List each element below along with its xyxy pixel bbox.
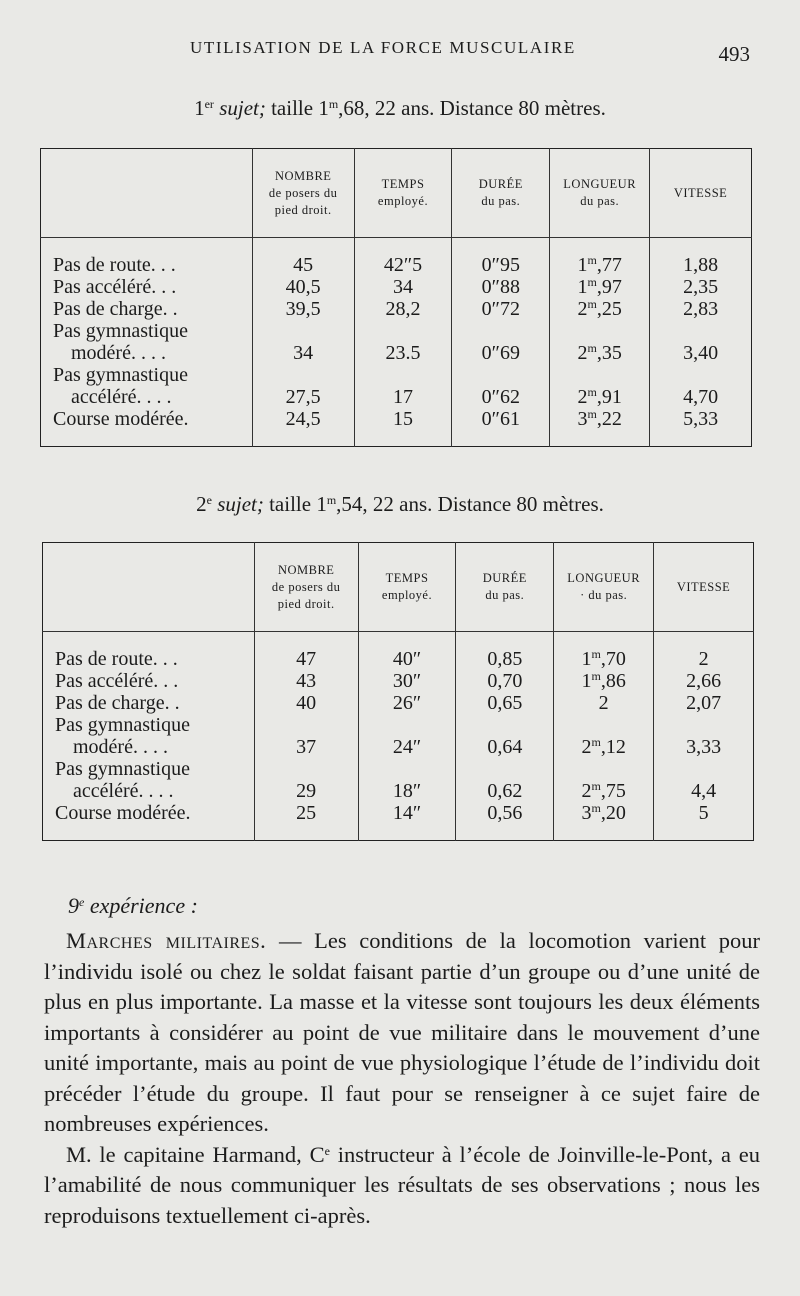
- table2-header-duree: DURÉE du pas.: [456, 543, 554, 632]
- table2-header-longueur: LONGUEUR · du pas.: [554, 543, 654, 632]
- cell-longueur: [550, 408, 650, 447]
- row-label-line1: Pas accéléré. . .: [53, 276, 177, 298]
- table-row: [43, 714, 754, 758]
- cell-duree: 0″69: [452, 320, 550, 364]
- longueur-value: 1: [581, 648, 592, 670]
- cell-longueur: [550, 238, 650, 277]
- longueur-decimal: ,75: [600, 780, 626, 802]
- table1-header-longueur: LONGUEUR du pas.: [550, 149, 650, 238]
- table2-header-vitesse: VITESSE: [654, 543, 754, 632]
- longueur-decimal: ,70: [600, 648, 626, 670]
- longueur-value: 1: [577, 254, 588, 276]
- row-label: [43, 692, 255, 714]
- longueur-value: 2: [598, 692, 609, 714]
- table-row: [41, 276, 752, 298]
- row-label-line2: modéré. . . .: [73, 736, 168, 758]
- row-label-line1: Pas de charge. .: [53, 298, 178, 320]
- row-label: [41, 320, 253, 364]
- longueur-decimal: ,35: [596, 342, 622, 364]
- longueur-decimal: ,91: [596, 386, 622, 408]
- cell-vitesse: 2: [654, 632, 754, 671]
- cell-temps: 23.5: [354, 320, 452, 364]
- cell-duree: 0,56: [456, 802, 554, 841]
- cell-longueur: [554, 632, 654, 671]
- row-label-line1: Pas gymnastique: [53, 364, 188, 386]
- table2-header-nombre: NOMBRE de posers du pied droit.: [254, 543, 358, 632]
- cell-vitesse: 4,70: [650, 364, 752, 408]
- cell-longueur: [550, 298, 650, 320]
- cell-duree: 0″95: [452, 238, 550, 277]
- longueur-unit: m: [591, 779, 601, 793]
- row-label: [41, 238, 253, 277]
- cell-duree: 0″72: [452, 298, 550, 320]
- cell-duree: 0″62: [452, 364, 550, 408]
- cell-vitesse: 2,83: [650, 298, 752, 320]
- paragraph-2: M. le capitaine Harmand, Ce instructeur à l’école de Joinville-le-Pont, a eu l’amabilité de nous communiquer les résultats de ses observations ; nous les reproduisons textuellement ci-après.: [44, 1141, 760, 1228]
- cell-vitesse: 5: [654, 802, 754, 841]
- longueur-unit: m: [591, 801, 601, 815]
- row-label: [41, 276, 253, 298]
- cell-nombre: 34: [252, 320, 354, 364]
- longueur-unit: m: [591, 669, 601, 683]
- table-row: [43, 692, 754, 714]
- row-label: [43, 802, 255, 841]
- cell-duree: 0,64: [456, 714, 554, 758]
- table-row: [43, 632, 754, 671]
- longueur-unit: m: [587, 407, 597, 421]
- row-label-line1: Course modérée.: [53, 408, 189, 430]
- table-row: [41, 320, 752, 364]
- row-label-line1: Pas gymnastique: [53, 320, 188, 342]
- cell-temps: 40″: [358, 632, 456, 671]
- page-number: 493: [718, 42, 750, 66]
- cell-vitesse: 2,66: [654, 670, 754, 692]
- row-label-line1: Pas gymnastique: [55, 714, 190, 736]
- table1-header-blank: [41, 149, 253, 238]
- table-row: [43, 758, 754, 802]
- cell-duree: 0,65: [456, 692, 554, 714]
- row-label-line2: modéré. . . .: [71, 342, 166, 364]
- longueur-decimal: ,97: [596, 276, 622, 298]
- longueur-value: 3: [581, 802, 592, 824]
- table1-header-temps: TEMPS employé.: [354, 149, 452, 238]
- cell-vitesse: 5,33: [650, 408, 752, 447]
- longueur-value: 2: [581, 736, 592, 758]
- cell-temps: 26″: [358, 692, 456, 714]
- longueur-unit: m: [587, 385, 597, 399]
- table1-caption: 1er sujet; taille 1$^m$,68, 22 ans. Distance 80 mètres.: [194, 96, 606, 120]
- cell-nombre: 25: [254, 802, 358, 841]
- longueur-decimal: ,77: [596, 254, 622, 276]
- cell-nombre: 37: [254, 714, 358, 758]
- cell-vitesse: 2,35: [650, 276, 752, 298]
- table1-header-duree: DURÉE du pas.: [452, 149, 550, 238]
- cell-nombre: 27,5: [252, 364, 354, 408]
- cell-longueur: [554, 758, 654, 802]
- row-label-line1: Pas gymnastique: [55, 758, 190, 780]
- longueur-unit: m: [591, 735, 601, 749]
- longueur-value: 2: [577, 342, 588, 364]
- longueur-value: 1: [581, 670, 592, 692]
- longueur-unit: m: [587, 341, 597, 355]
- table-row: [41, 364, 752, 408]
- row-label: [43, 670, 255, 692]
- cell-longueur: [550, 364, 650, 408]
- longueur-unit: m: [587, 297, 597, 311]
- cell-nombre: 24,5: [252, 408, 354, 447]
- section-heading: 9e expérience :: [68, 893, 198, 918]
- table1-header-row: [41, 149, 752, 238]
- table2: [42, 542, 754, 841]
- running-head: UTILISATION DE LA FORCE MUSCULAIRE: [190, 38, 576, 57]
- cell-temps: 30″: [358, 670, 456, 692]
- cell-temps: 14″: [358, 802, 456, 841]
- cell-vitesse: 1,88: [650, 238, 752, 277]
- longueur-value: 2: [581, 780, 592, 802]
- longueur-value: 1: [577, 276, 588, 298]
- cell-temps: 17: [354, 364, 452, 408]
- paragraph-1: Marches militaires. — Les conditions de la locomotion varient pour l’individu isolé ou chez le soldat faisant partie d’un groupe ou d’une unité de plus en plus importante. La masse et la vitesse sont toujours les deux éléments importants à considérer au point de vue militaire dans le mouvement d’une unité importante, mais au point de vue physiologique l’étude de l’individu doit précéder l’étude du groupe. Il faut pour se renseigner à ce sujet faire de nombreuses expériences.: [44, 928, 760, 1136]
- table2-caption: 2e sujet; taille 1$^m$,54, 22 ans. Distance 80 mètres.: [196, 492, 604, 516]
- row-label-line1: Pas de route. . .: [53, 254, 176, 276]
- table-row: [41, 298, 752, 320]
- row-label: [41, 408, 253, 447]
- longueur-decimal: ,25: [596, 298, 622, 320]
- table2-header-temps: TEMPS employé.: [358, 543, 456, 632]
- row-label: [43, 714, 255, 758]
- table-row: [41, 238, 752, 277]
- longueur-unit: m: [587, 253, 597, 267]
- cell-longueur: [554, 670, 654, 692]
- row-label-line1: Pas accéléré. . .: [55, 670, 179, 692]
- row-label-line1: Pas de charge. .: [55, 692, 180, 714]
- table-row: [43, 802, 754, 841]
- cell-temps: 24″: [358, 714, 456, 758]
- cell-nombre: 43: [254, 670, 358, 692]
- longueur-decimal: ,20: [600, 802, 626, 824]
- cell-vitesse: 2,07: [654, 692, 754, 714]
- longueur-unit: m: [587, 275, 597, 289]
- table2-header-row: [43, 543, 754, 632]
- row-label-line2: accéléré. . . .: [73, 780, 174, 802]
- cell-temps: 42″5: [354, 238, 452, 277]
- longueur-unit: m: [591, 647, 601, 661]
- cell-longueur: [554, 692, 654, 714]
- cell-nombre: 47: [254, 632, 358, 671]
- cell-nombre: 45: [252, 238, 354, 277]
- longueur-value: 3: [577, 408, 588, 430]
- cell-temps: 18″: [358, 758, 456, 802]
- cell-nombre: 39,5: [252, 298, 354, 320]
- table1-header-vitesse: VITESSE: [650, 149, 752, 238]
- cell-duree: 0,70: [456, 670, 554, 692]
- row-label: [43, 632, 255, 671]
- cell-longueur: [554, 714, 654, 758]
- row-label-line1: Course modérée.: [55, 802, 191, 824]
- cell-temps: 15: [354, 408, 452, 447]
- longueur-value: 2: [577, 386, 588, 408]
- table-row: [43, 670, 754, 692]
- cell-vitesse: 4,4: [654, 758, 754, 802]
- cell-nombre: 40: [254, 692, 358, 714]
- cell-nombre: 40,5: [252, 276, 354, 298]
- row-label: [41, 298, 253, 320]
- row-label: [43, 758, 255, 802]
- row-label-line1: Pas de route. . .: [55, 648, 178, 670]
- cell-duree: 0,85: [456, 632, 554, 671]
- cell-duree: 0″61: [452, 408, 550, 447]
- table-row: [41, 408, 752, 447]
- cell-vitesse: 3,33: [654, 714, 754, 758]
- table2-header-blank: [43, 543, 255, 632]
- cell-vitesse: 3,40: [650, 320, 752, 364]
- row-label: [41, 364, 253, 408]
- cell-temps: 34: [354, 276, 452, 298]
- table1-header-nombre: NOMBRE de posers du pied droit.: [252, 149, 354, 238]
- table1: [40, 148, 752, 447]
- longueur-value: 2: [577, 298, 588, 320]
- cell-duree: 0,62: [456, 758, 554, 802]
- cell-nombre: 29: [254, 758, 358, 802]
- longueur-decimal: ,12: [600, 736, 626, 758]
- cell-temps: 28,2: [354, 298, 452, 320]
- longueur-decimal: ,22: [596, 408, 622, 430]
- cell-longueur: [554, 802, 654, 841]
- cell-duree: 0″88: [452, 276, 550, 298]
- cell-longueur: [550, 276, 650, 298]
- row-label-line2: accéléré. . . .: [71, 386, 172, 408]
- longueur-decimal: ,86: [600, 670, 626, 692]
- body-text: [44, 926, 760, 1231]
- cell-longueur: [550, 320, 650, 364]
